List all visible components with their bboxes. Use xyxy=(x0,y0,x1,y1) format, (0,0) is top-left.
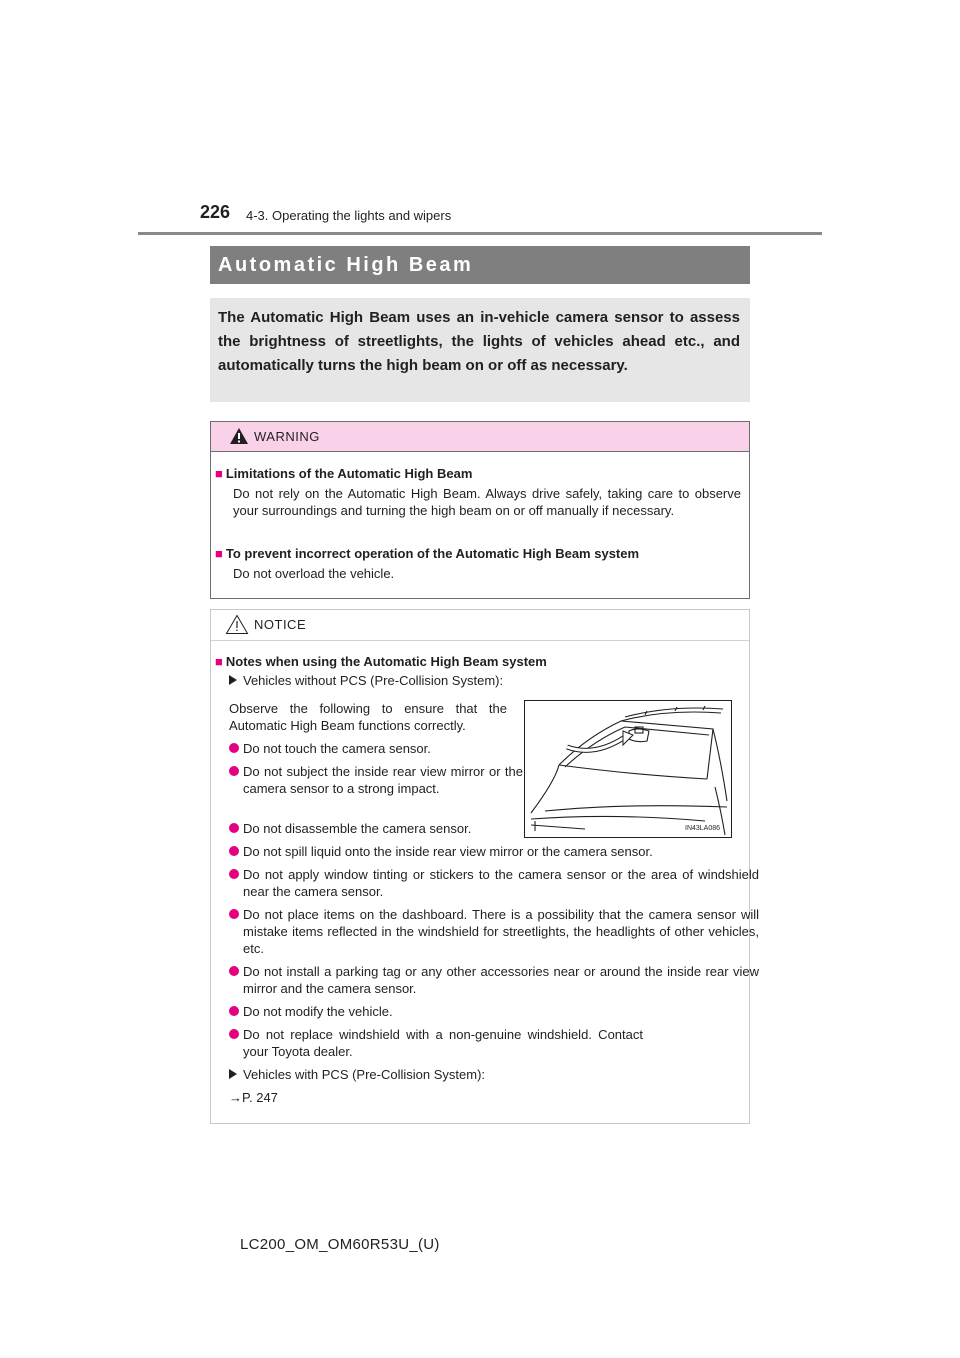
warning-label: WARNING xyxy=(254,429,320,444)
warning-icon xyxy=(229,427,249,445)
chapter-title: 4-3. Operating the lights and wipers xyxy=(246,208,452,223)
warning-header xyxy=(211,422,749,452)
notice-header xyxy=(211,610,749,641)
square-bullet-icon: ■ xyxy=(215,466,223,481)
list-item: Do not install a parking tag or any other accessories near or around the inside rear view mirror and the camera sensor. xyxy=(229,963,759,997)
square-bullet-icon: ■ xyxy=(215,654,223,669)
bullet-dot-icon xyxy=(229,909,239,919)
notice-box xyxy=(210,609,759,1124)
section-title: Automatic High Beam xyxy=(210,246,750,284)
list-item: Do not apply window tinting or stickers to the camera sensor or the area of windshield near the camera sensor. xyxy=(229,866,759,900)
square-bullet-icon: ■ xyxy=(215,546,223,561)
illustration-code: IN43LA086 xyxy=(685,825,721,832)
caution-icon xyxy=(225,614,249,635)
list-item: Do not place items on the dashboard. There is a possibility that the camera sensor will mistake items reflected in the windshield for streetlights, the headlights of other vehicles, etc. xyxy=(229,906,759,957)
bullet-dot-icon xyxy=(229,743,239,753)
arrow-right-icon: → xyxy=(229,1090,242,1105)
bullet-dot-icon xyxy=(229,1029,239,1039)
triangle-arrow-icon xyxy=(229,1069,237,1079)
camera-sensor-illustration xyxy=(524,700,732,838)
header-rule xyxy=(138,232,822,235)
notice-item-title: ■ Notes when using the Automatic High Beam system xyxy=(215,654,547,669)
bullet-dot-icon xyxy=(229,766,239,776)
page-number: 226 xyxy=(200,202,231,222)
list-item: Do not replace windshield with a non-genuine windshield. Contact your Toyota dealer. xyxy=(229,1026,643,1060)
warning-item-body: Do not overload the vehicle. xyxy=(233,566,395,581)
notice-label: NOTICE xyxy=(254,617,307,632)
warning-box xyxy=(210,421,750,599)
vehicle-windshield-drawing xyxy=(525,701,731,837)
list-item: Do not touch the camera sensor. xyxy=(229,740,523,757)
document-code: LC200_OM_OM60R53U_(U) xyxy=(240,1236,440,1253)
variant-label: Vehicles without PCS (Pre-Collision System): xyxy=(229,672,743,689)
triangle-arrow-icon xyxy=(229,675,237,685)
variant-label: Vehicles with PCS (Pre-Collision System): xyxy=(229,1066,743,1083)
warning-item-title: ■ To prevent incorrect operation of the Automatic High Beam system xyxy=(215,546,640,561)
bullet-dot-icon xyxy=(229,966,239,976)
list-item: Do not spill liquid onto the inside rear view mirror or the camera sensor. xyxy=(229,843,759,860)
bullet-dot-icon xyxy=(229,846,239,856)
bullet-dot-icon xyxy=(229,1006,239,1016)
observe-text: Observe the following to ensure that the Automatic High Beam functions correctly. xyxy=(229,701,507,733)
list-item: Do not modify the vehicle. xyxy=(229,1003,759,1020)
page-reference[interactable]: →P. 247 xyxy=(229,1090,278,1105)
list-item: Do not disassemble the camera sensor. xyxy=(229,820,523,837)
list-item: Do not subject the inside rear view mirror or the camera sensor to a strong impact. xyxy=(229,763,523,797)
bullet-dot-icon xyxy=(229,823,239,833)
bullet-dot-icon xyxy=(229,869,239,879)
warning-item-title: ■ Limitations of the Automatic High Beam xyxy=(215,466,473,481)
section-intro: The Automatic High Beam uses an in-vehicle camera sensor to assess the brightness of streetlights, the lights of vehicles ahead etc., and automatically turns the high beam on or off as necessary. xyxy=(210,298,750,402)
warning-item-body: Do not rely on the Automatic High Beam. Always drive safely, taking care to observe your surroundings and turning the high beam on or off manually if necessary. xyxy=(233,486,741,518)
